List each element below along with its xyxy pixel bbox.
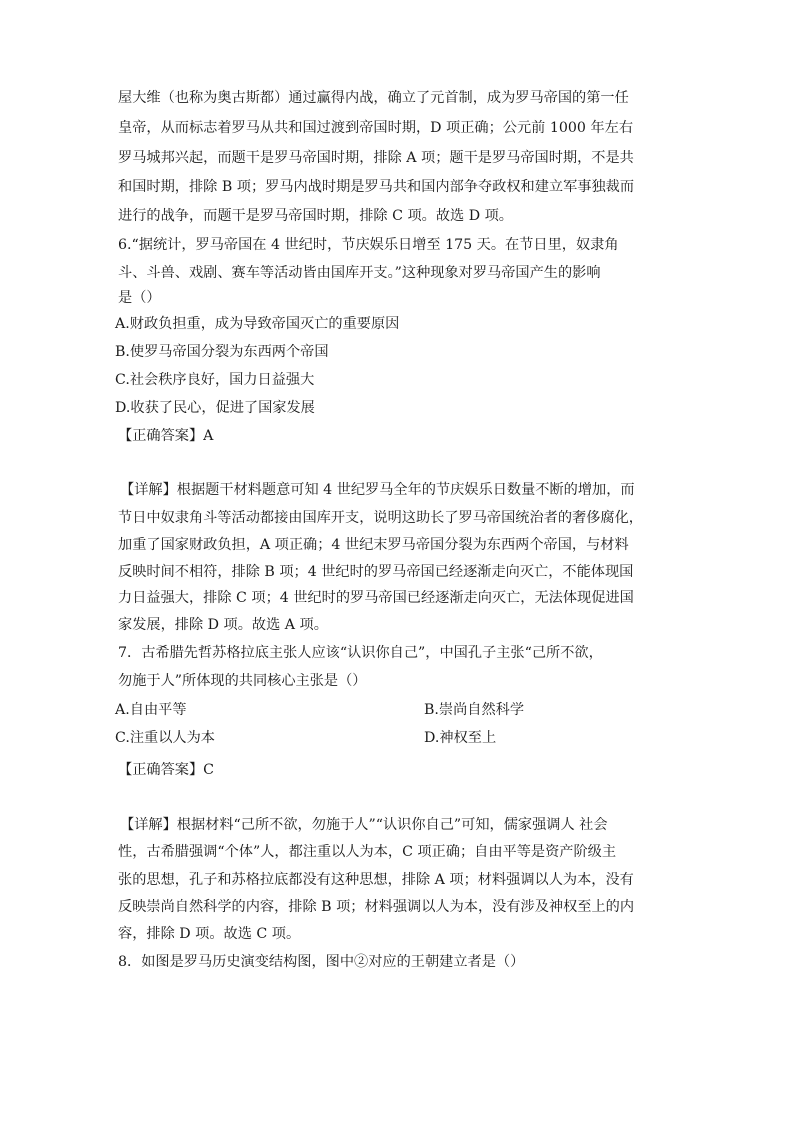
q6-option-c: C.社会秩序良好，国力日益强大 xyxy=(115,372,315,388)
q6-option-b: B.使罗马帝国分裂为东西两个帝国 xyxy=(115,344,329,360)
q6-detail-line-2: 节日中奴隶角斗等活动都接由国库开支，说明这助长了罗马帝国统治者的奢侈腐化， xyxy=(118,510,643,526)
prev-detail-line-1: 屋大维（也称为奥古斯都）通过赢得内战，确立了元首制，成为罗马帝国的第一任 xyxy=(118,90,629,106)
q6-detail-line-4: 反映时间不相符，排除 B 项；4 世纪时的罗马帝国已经逐渐走向灭亡，不能体现国 xyxy=(118,564,634,580)
q7-stem-line-2: 勿施于人”所体现的共同核心主张是（） xyxy=(118,673,367,689)
q7-detail-line-1: 【详解】根据材料“己所不欲，勿施于人”“认识你自己”可知，儒家强调人 社会 xyxy=(120,817,608,833)
prev-detail-line-5: 进行的战争，而题干是罗马帝国时期，排除 C 项。故选 D 项。 xyxy=(118,208,513,224)
prev-detail-line-3: 罗马城邦兴起，而题干是罗马帝国时期，排除 A 项；题干是罗马帝国时期，不是共 xyxy=(118,150,634,166)
q7-option-c: C.注重以人为本 xyxy=(115,730,215,746)
q7-detail-line-3: 张的思想，孔子和苏格拉底都没有这种思想，排除 A 项；材料强调以人为本，没有 xyxy=(118,872,634,888)
q7-option-b: B.崇尚自然科学 xyxy=(424,702,525,718)
q8-stem-line-1: 8．如图是罗马历史演变结构图，图中②对应的王朝建立者是（） xyxy=(118,954,525,970)
q6-answer: 【正确答案】A xyxy=(118,428,214,444)
q7-answer: 【正确答案】C xyxy=(118,762,214,778)
prev-detail-line-4: 和国时期，排除 B 项；罗马内战时期是罗马共和国内部争夺政权和建立军事独裁而 xyxy=(118,179,635,195)
q6-detail-line-5: 力日益强大，排除 C 项；4 世纪时的罗马帝国已经逐渐走向灭亡，无法体现促进国 xyxy=(118,590,634,606)
q6-stem-line-2: 斗、斗兽、戏剧、赛车等活动皆由国库开支。”这种现象对罗马帝国产生的影响 xyxy=(118,265,601,281)
q6-detail-line-6: 家发展，排除 D 项。故选 A 项。 xyxy=(118,617,328,633)
q6-stem-line-3: 是（） xyxy=(118,290,161,306)
q6-option-a: A.财政负担重，成为导致帝国灭亡的重要原因 xyxy=(115,316,400,332)
q6-detail-line-1: 【详解】根据题干材料题意可知 4 世纪罗马全年的节庆娱乐日数量不断的增加，而 xyxy=(120,482,635,498)
q6-option-d: D.收获了民心，促进了国家发展 xyxy=(115,400,315,416)
q7-option-a: A.自由平等 xyxy=(115,702,187,718)
q7-stem-line-1: 7．古希腊先哲苏格拉底主张人应该“认识你自己”，中国孔子主张“己所不欲， xyxy=(118,645,603,661)
q6-detail-line-3: 加重了国家财政负担，A 项正确；4 世纪末罗马帝国分裂为东西两个帝国，与材料 xyxy=(118,537,629,553)
q7-detail-line-4: 反映崇尚自然科学的内容，排除 B 项；材料强调以人为本，没有涉及神权至上的内 xyxy=(118,899,635,915)
prev-detail-line-2: 皇帝，从而标志着罗马从共和国过渡到帝国时期，D 项正确；公元前 1000 年左右 xyxy=(118,120,634,136)
q7-option-d: D.神权至上 xyxy=(424,730,497,746)
q6-stem-line-1: 6.“据统计，罗马帝国在 4 世纪时，节庆娱乐日增至 175 天。在节日里，奴隶角 xyxy=(118,237,619,253)
q7-detail-line-2: 性，古希腊强调“个体”人，都注重以人为本，C 项正确；自由平等是资产阶级主 xyxy=(118,844,617,860)
q7-detail-line-5: 容，排除 D 项。故选 C 项。 xyxy=(118,926,301,942)
